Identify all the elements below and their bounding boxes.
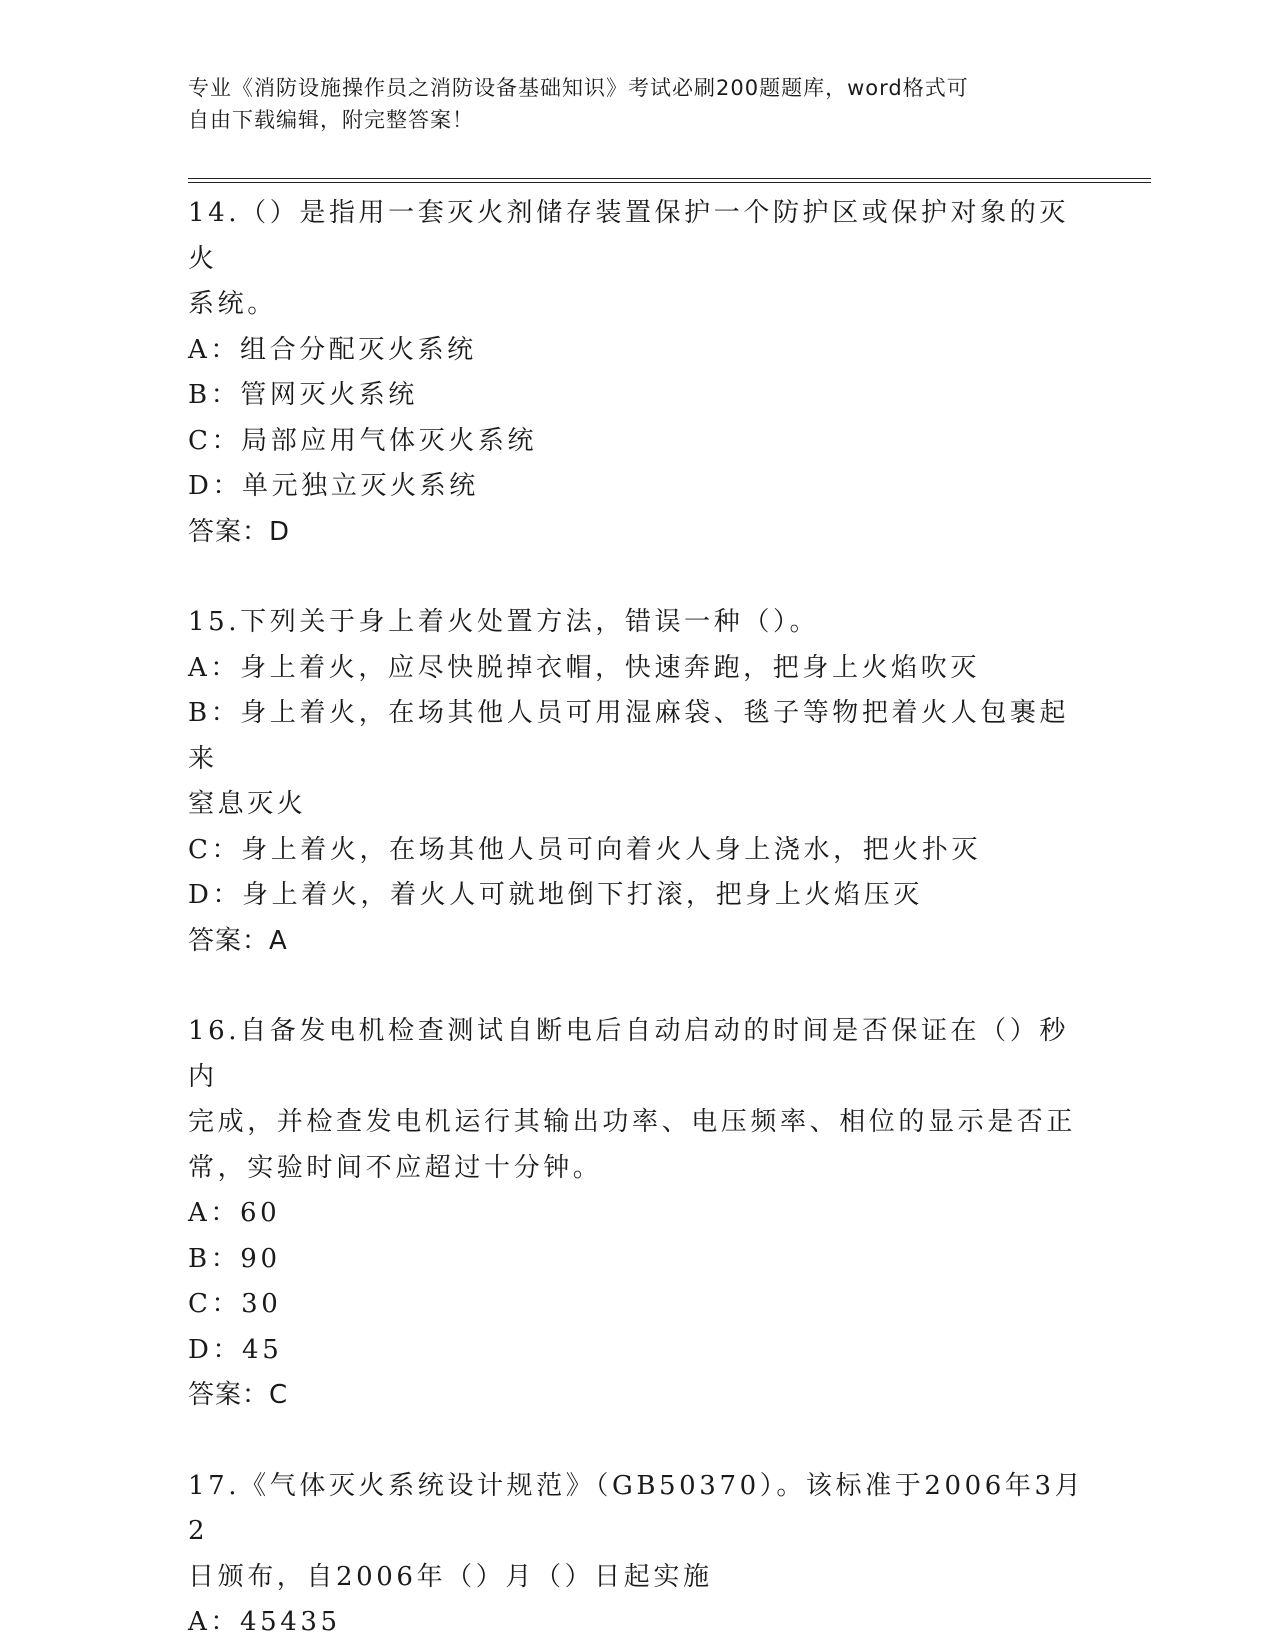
question-16 bbox=[188, 1009, 1088, 1419]
question-stem: 日颁布，自2006年（）月（）日起实施 bbox=[188, 1561, 713, 1592]
spacer bbox=[188, 1419, 1088, 1464]
option-c: C：30 bbox=[188, 1289, 282, 1319]
option-d: D：45 bbox=[188, 1334, 283, 1365]
option-a: A：45435 bbox=[188, 1607, 341, 1637]
question-stem: 14.（）是指用一套灭火剂储存装置保护一个防护区或保护对象的灭火 bbox=[188, 198, 1069, 274]
document-header bbox=[188, 72, 1078, 136]
header-divider-second bbox=[188, 182, 1151, 183]
option-d: D：单元独立灭火系统 bbox=[188, 471, 479, 501]
answer-line: 答案：C bbox=[188, 1380, 289, 1410]
option-a: A：60 bbox=[188, 1198, 281, 1228]
question-stem: 16.自备发电机检查测试自断电后自动启动的时间是否保证在（）秒内 bbox=[188, 1016, 1069, 1092]
option-b: B：90 bbox=[188, 1243, 281, 1274]
option-b: B：身上着火，在场其他人员可用湿麻袋、毯子等物把着火人包裹起来 bbox=[188, 698, 1070, 774]
question-stem: 17.《气体灭火系统设计规范》（GB50370）。该标准于2006年3月2 bbox=[188, 1470, 1085, 1546]
header-title-line-1: 专业《消防设施操作员之消防设备基础知识》考试必刷200题题库，word格式可 bbox=[188, 76, 969, 100]
spacer bbox=[188, 964, 1088, 1009]
question-list bbox=[188, 191, 1088, 1646]
question-14 bbox=[188, 191, 1088, 555]
answer-line: 答案：A bbox=[188, 925, 288, 956]
option-a: A：身上着火，应尽快脱掉衣帽，快速奔跑，把身上火焰吹灭 bbox=[188, 652, 980, 683]
question-15 bbox=[188, 600, 1088, 964]
option-c: C：身上着火，在场其他人员可向着火人身上浇水，把火扑灭 bbox=[188, 834, 982, 865]
question-stem: 系统。 bbox=[188, 289, 277, 319]
spacer bbox=[188, 555, 1088, 600]
question-17 bbox=[188, 1464, 1088, 1646]
question-stem: 常，实验时间不应超过十分钟。 bbox=[188, 1152, 603, 1183]
option-b: B：管网灭火系统 bbox=[188, 380, 418, 410]
header-title-line-2: 自由下载编辑，附完整答案！ bbox=[188, 108, 474, 132]
option-b-continued: 窒息灭火 bbox=[188, 789, 307, 819]
option-c: C：局部应用气体灭火系统 bbox=[188, 425, 538, 456]
question-stem: 15.下列关于身上着火处置方法，错误一种（）。 bbox=[188, 607, 820, 637]
header-divider bbox=[188, 178, 1151, 179]
option-d: D：身上着火，着火人可就地倒下打滚，把身上火焰压灭 bbox=[188, 880, 923, 910]
option-a: A：组合分配灭火系统 bbox=[188, 334, 477, 365]
question-stem: 完成，并检查发电机运行其输出功率、电压频率、相位的显示是否正 bbox=[188, 1107, 1077, 1137]
answer-line: 答案：D bbox=[188, 516, 291, 547]
